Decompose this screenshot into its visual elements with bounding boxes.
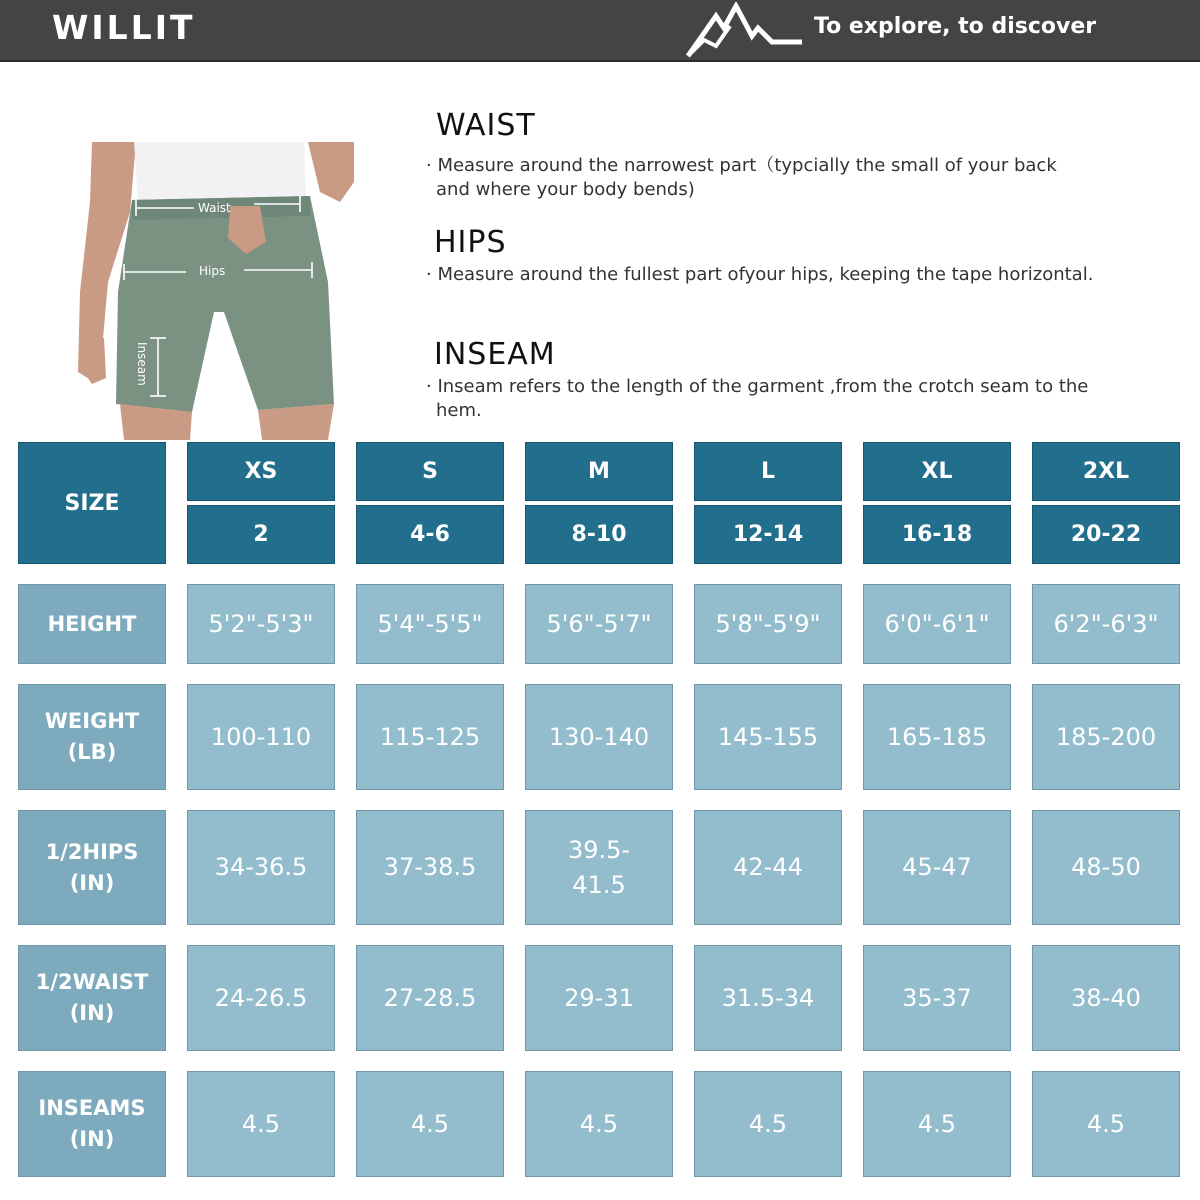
brand-logo: WILLIT [52,8,196,47]
row-label-half-waist [18,945,166,1051]
row-label-weight [18,684,166,790]
table-cell: 6'0"-6'1" [863,584,1011,664]
inseam-heading: INSEAM [434,337,556,372]
table-cell: 35-37 [863,945,1011,1051]
waist-marker-label: Waist [198,201,231,215]
table-cell: 5'4"-5'5" [356,584,504,664]
size-number-cell: 8-10 [525,505,673,564]
row-label-unit: (IN) [69,1001,115,1025]
table-cell: 34-36.5 [187,810,335,925]
table-cell: 165-185 [863,684,1011,790]
table-cell: 4.5 [863,1071,1011,1177]
table-cell: 38-40 [1032,945,1180,1051]
size-number-cell: 16-18 [863,505,1011,564]
table-cell: 130-140 [525,684,673,790]
table-cell: 5'2"-5'3" [187,584,335,664]
row-label-line: 1/2WAIST [35,970,149,994]
table-cell: 29-31 [525,945,673,1051]
inseam-description: · Inseam refers to the length of the garment ,from the crotch seam to the hem. [426,376,1089,421]
inseam-marker-label: Inseam [135,342,149,386]
size-letter-cell: 2XL [1032,442,1180,501]
table-cell: 24-26.5 [187,945,335,1051]
table-cell: 145-155 [694,684,842,790]
table-cell: 4.5 [525,1071,673,1177]
table-cell: 31.5-34 [694,945,842,1051]
size-number-cell: 12-14 [694,505,842,564]
header-bar [0,0,1200,62]
row-label-inseams [18,1071,166,1177]
table-cell: 185-200 [1032,684,1180,790]
table-cell: 5'6"-5'7" [525,584,673,664]
table-cell: 4.5 [187,1071,335,1177]
waist-heading: WAIST [436,108,536,143]
row-label-half-hips [18,810,166,925]
hips-description: · Measure around the fullest part ofyour hips, keeping the tape horizontal. [426,264,1094,285]
row-label-unit: (LB) [67,740,117,764]
table-cell: 42-44 [694,810,842,925]
row-label-line: WEIGHT [44,709,140,733]
size-letter-cell: M [525,442,673,501]
size-number-cell: 4-6 [356,505,504,564]
size-letter-cell: S [356,442,504,501]
slogan: To explore, to discover [814,14,1097,39]
size-letter-cell: L [694,442,842,501]
waist-description: · Measure around the narrowest part（typcially the small of your back and where your body bends) [426,155,1057,200]
table-cell: 27-28.5 [356,945,504,1051]
table-cell: 100-110 [187,684,335,790]
size-letter-cell: XS [187,442,335,501]
table-cell: 4.5 [694,1071,842,1177]
row-label-unit: (IN) [69,1127,115,1151]
row-label-unit: (IN) [69,870,115,895]
table-cell: 48-50 [1032,810,1180,925]
mountain-icon [686,2,806,58]
size-header-cell: SIZE [18,442,166,564]
table-cell: 115-125 [356,684,504,790]
row-label-height [18,584,166,664]
table-cell: 39.5-41.5 [525,810,673,925]
table-cell: 4.5 [1032,1071,1180,1177]
size-number-cell: 20-22 [1032,505,1180,564]
table-cell: 5'8"-5'9" [694,584,842,664]
table-cell: 37-38.5 [356,810,504,925]
table-cell: 4.5 [356,1071,504,1177]
table-cell: 6'2"-6'3" [1032,584,1180,664]
row-label-line: INSEAMS [38,1096,146,1120]
size-letter-cell: XL [863,442,1011,501]
row-label-line: 1/2HIPS [45,839,139,864]
size-number-cell: 2 [187,505,335,564]
hips-heading: HIPS [434,225,507,260]
hips-marker-label: Hips [199,264,226,278]
model-shorts-image [78,142,358,440]
table-cell: 45-47 [863,810,1011,925]
row-label-line: HEIGHT [47,611,137,636]
